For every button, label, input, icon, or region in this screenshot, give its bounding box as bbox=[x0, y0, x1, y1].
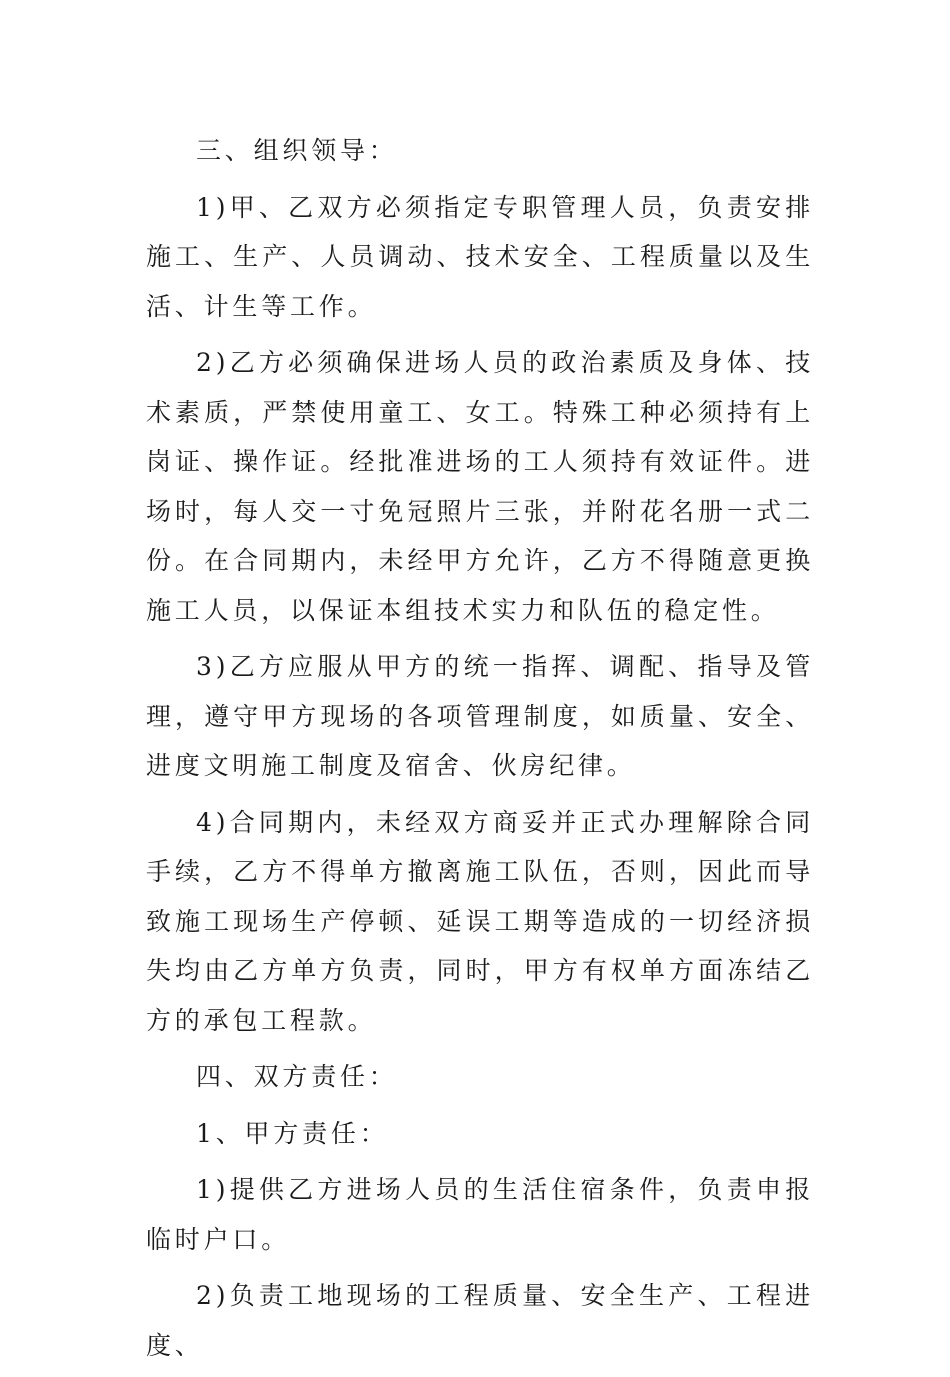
section-heading-responsibilities: 四、双方责任： bbox=[196, 1062, 398, 1091]
paragraph-party-a-item-2: 2)负责工地现场的工程质量、安全生产、工程进度、 bbox=[146, 1281, 814, 1360]
paragraph-item-3: 3)乙方应服从甲方的统一指挥、调配、指导及管理，遵守甲方现场的各项管理制度，如质量、安全、进度文明施工制度及宿舍、伙房纪律。 bbox=[146, 652, 814, 780]
paragraph-party-a-item-1: 1)提供乙方进场人员的生活住宿条件，负责申报临时户口。 bbox=[146, 1175, 814, 1254]
paragraph-item-4: 4)合同期内，未经双方商妥并正式办理解除合同手续，乙方不得单方撤离施工队伍，否则，因此而导致施工现场生产停顿、延误工期等造成的一切经济损失均由乙方单方负责，同时，甲方有权单方面冻结乙方的承包工程款。 bbox=[146, 807, 814, 1035]
subsection-heading-party-a: 1、甲方责任： bbox=[196, 1118, 389, 1148]
paragraph-item-1: 1)甲、乙双方必须指定专职管理人员，负责安排施工、生产、人员调动、技术安全、工程质量以及生活、计生等工作。 bbox=[146, 192, 814, 321]
section-heading-organization: 三、组织领导： bbox=[196, 136, 398, 165]
document-page bbox=[146, 126, 814, 1377]
paragraph-item-2: 2)乙方必须确保进场人员的政治素质及身体、技术素质，严禁使用童工、女工。特殊工种必须持有上岗证、操作证。经批准进场的工人须持有效证件。进场时，每人交一寸免冠照片三张，并附花名册一式二份。在合同期内，未经甲方允许，乙方不得随意更换施工人员，以保证本组技术实力和队伍的稳定性。 bbox=[146, 348, 814, 625]
